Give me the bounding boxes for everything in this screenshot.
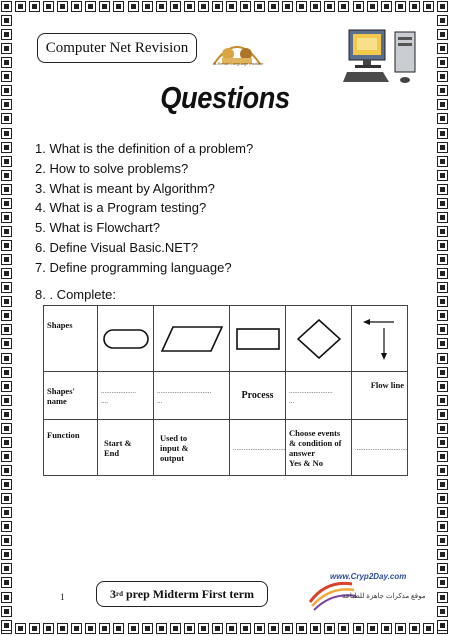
frame-square — [437, 437, 448, 448]
frame-square — [1, 563, 12, 574]
frame-square — [15, 1, 26, 12]
page-border-bottom — [0, 622, 450, 636]
frame-square — [1, 353, 12, 364]
frame-square — [423, 1, 434, 12]
frame-square — [437, 43, 448, 54]
footer-term-label — [96, 581, 268, 607]
question-item: 3. What is meant by Algorithm? — [35, 180, 215, 196]
frame-square — [437, 15, 448, 26]
frame-square — [1, 29, 12, 40]
rectangle-shape-cell — [230, 306, 286, 372]
frame-square — [437, 324, 448, 335]
frame-square — [437, 85, 448, 96]
frame-square — [142, 623, 153, 634]
page-number: 1 — [60, 592, 65, 602]
frame-square — [1, 85, 12, 96]
frame-square — [1, 184, 12, 195]
terminal-shape-icon — [103, 329, 149, 349]
frame-square — [437, 71, 448, 82]
frame-square — [437, 296, 448, 307]
frame-square — [184, 1, 195, 12]
frame-square — [395, 1, 406, 12]
question-item: 4. What is a Program testing? — [35, 200, 207, 216]
flow-line-shape-cell — [352, 306, 408, 372]
frame-square — [437, 128, 448, 139]
frame-square — [1, 381, 12, 392]
question-list — [35, 139, 395, 278]
frame-square — [57, 1, 68, 12]
frame-square — [128, 1, 139, 12]
frame-square — [240, 1, 251, 12]
complete-label: 8. . Complete: — [35, 287, 116, 302]
frame-square — [156, 1, 167, 12]
frame-square — [1, 465, 12, 476]
frame-square — [310, 1, 321, 12]
page-border-top — [0, 0, 450, 14]
frame-square — [226, 1, 237, 12]
page-border-right — [436, 0, 450, 636]
frame-square — [437, 198, 448, 209]
frame-square — [1, 198, 12, 209]
frame-square — [437, 226, 448, 237]
frame-square — [170, 623, 181, 634]
frame-square — [437, 409, 448, 420]
question-item: 5. What is Flowchart? — [35, 220, 160, 236]
frame-square — [437, 268, 448, 279]
rectangle-shape-icon — [236, 328, 280, 350]
frame-square — [142, 1, 153, 12]
frame-square — [409, 1, 420, 12]
frame-square — [1, 240, 12, 251]
frame-square — [99, 1, 110, 12]
frame-square — [437, 156, 448, 167]
frame-square — [437, 381, 448, 392]
institute-logo-text: Al-Rehan Language Institute — [212, 61, 264, 66]
site-url: www.Cryp2Day.com — [330, 572, 407, 581]
page-border-left — [0, 0, 14, 636]
frame-square — [1, 493, 12, 504]
name-cell: ......................... ... — [286, 372, 352, 420]
computer-icon — [343, 28, 423, 88]
frame-square — [1, 367, 12, 378]
frame-square — [437, 451, 448, 462]
frame-square — [212, 623, 223, 634]
frame-square — [437, 29, 448, 40]
frame-square — [381, 1, 392, 12]
frame-square — [71, 1, 82, 12]
frame-square — [1, 71, 12, 82]
frame-square — [1, 549, 12, 560]
name-cell: Flow line — [352, 372, 408, 420]
frame-square — [1, 57, 12, 68]
frame-square — [437, 57, 448, 68]
frame-square — [1, 521, 12, 532]
frame-square — [254, 1, 265, 12]
frame-square — [437, 367, 448, 378]
frame-square — [156, 623, 167, 634]
table-row — [44, 372, 408, 420]
frame-square — [423, 623, 434, 634]
frame-square — [338, 1, 349, 12]
frame-square — [437, 479, 448, 490]
frame-square — [437, 563, 448, 574]
name-cell: ............................... ... — [154, 372, 230, 420]
frame-square — [437, 549, 448, 560]
name-cell: Process — [230, 372, 286, 420]
terminal-shape-cell — [98, 306, 154, 372]
frame-square — [353, 623, 364, 634]
row-label-name: Shapes' name — [44, 372, 98, 420]
row-label-function: Function — [44, 420, 98, 476]
frame-square — [212, 1, 223, 12]
question-item: 1. What is the definition of a problem? — [35, 141, 254, 156]
frame-square — [113, 1, 124, 12]
frame-square — [43, 1, 54, 12]
diamond-shape-cell — [286, 306, 352, 372]
frame-square — [85, 623, 96, 634]
frame-square — [296, 1, 307, 12]
frame-square — [1, 43, 12, 54]
shapes-table — [43, 305, 408, 476]
frame-square — [1, 395, 12, 406]
function-cell: Start & End — [98, 420, 154, 476]
question-item: 6. Define Visual Basic.NET? — [35, 239, 199, 255]
frame-square — [1, 170, 12, 181]
frame-square — [381, 623, 392, 634]
frame-square — [1, 128, 12, 139]
frame-square — [1, 142, 12, 153]
parallelogram-shape-icon — [161, 326, 223, 352]
frame-square — [437, 423, 448, 434]
frame-square — [1, 577, 12, 588]
frame-square — [437, 212, 448, 223]
frame-square — [15, 623, 26, 634]
frame-square — [437, 592, 448, 603]
frame-square — [338, 623, 349, 634]
frame-square — [437, 620, 448, 631]
institute-logo-icon — [208, 34, 266, 72]
frame-square — [1, 592, 12, 603]
function-cell: .............................. — [230, 420, 286, 476]
frame-square — [170, 1, 181, 12]
frame-square — [198, 1, 209, 12]
frame-square — [1, 409, 12, 420]
frame-square — [1, 1, 12, 12]
frame-square — [1, 423, 12, 434]
frame-square — [395, 623, 406, 634]
frame-square — [324, 1, 335, 12]
frame-square — [437, 395, 448, 406]
section-heading: Questions — [160, 80, 290, 115]
frame-square — [1, 15, 12, 26]
frame-square — [1, 296, 12, 307]
frame-square — [254, 623, 265, 634]
table-row — [44, 306, 408, 372]
footer-term-suffix: rd — [115, 590, 123, 598]
footer-term-ordinal: 3 — [109, 586, 116, 601]
frame-square — [437, 606, 448, 617]
frame-square — [282, 623, 293, 634]
site-arabic-text: موقع مذكرات جاهزة للطباعة — [342, 593, 426, 600]
frame-square — [29, 623, 40, 634]
frame-square — [437, 577, 448, 588]
frame-square — [226, 623, 237, 634]
frame-square — [1, 282, 12, 293]
frame-square — [437, 493, 448, 504]
frame-square — [437, 142, 448, 153]
frame-square — [1, 338, 12, 349]
frame-square — [437, 353, 448, 364]
frame-square — [1, 324, 12, 335]
frame-square — [437, 535, 448, 546]
frame-square — [29, 1, 40, 12]
page-title: Computer Net Revision — [37, 33, 197, 63]
flow-line-arrows-icon — [360, 316, 400, 362]
function-cell: Choose events & condition of answer Yes & No — [286, 420, 352, 476]
frame-square — [1, 99, 12, 110]
function-cell: Used to input & output — [154, 420, 230, 476]
frame-square — [296, 623, 307, 634]
frame-square — [437, 507, 448, 518]
frame-square — [353, 1, 364, 12]
row-label-shapes: Shapes — [44, 306, 98, 372]
frame-square — [113, 623, 124, 634]
name-cell: .................... .... — [98, 372, 154, 420]
frame-square — [1, 310, 12, 321]
question-item: 2. How to solve problems? — [35, 160, 189, 176]
frame-square — [437, 521, 448, 532]
frame-square — [367, 623, 378, 634]
frame-square — [99, 623, 110, 634]
frame-square — [437, 310, 448, 321]
frame-square — [310, 623, 321, 634]
frame-square — [1, 226, 12, 237]
frame-square — [409, 623, 420, 634]
frame-square — [128, 623, 139, 634]
frame-square — [437, 254, 448, 265]
frame-square — [1, 606, 12, 617]
frame-square — [43, 623, 54, 634]
frame-square — [268, 1, 279, 12]
frame-square — [437, 99, 448, 110]
frame-square — [1, 535, 12, 546]
footer-term-text: prep Midterm First term — [122, 586, 255, 601]
frame-square — [437, 338, 448, 349]
frame-square — [437, 240, 448, 251]
question-item: 7. Define programming language? — [35, 259, 232, 275]
frame-square — [71, 623, 82, 634]
frame-square — [1, 451, 12, 462]
frame-square — [57, 623, 68, 634]
frame-square — [437, 170, 448, 181]
frame-square — [437, 282, 448, 293]
frame-square — [198, 623, 209, 634]
frame-square — [437, 465, 448, 476]
table-row — [44, 420, 408, 476]
frame-square — [1, 113, 12, 124]
frame-square — [184, 623, 195, 634]
frame-square — [437, 184, 448, 195]
frame-square — [437, 113, 448, 124]
diamond-shape-icon — [297, 319, 341, 359]
frame-square — [268, 623, 279, 634]
frame-square — [282, 1, 293, 12]
parallelogram-shape-cell — [154, 306, 230, 372]
frame-square — [1, 507, 12, 518]
frame-square — [1, 212, 12, 223]
frame-square — [437, 1, 448, 12]
frame-square — [240, 623, 251, 634]
frame-square — [324, 623, 335, 634]
frame-square — [1, 156, 12, 167]
frame-square — [367, 1, 378, 12]
function-cell: .............................. — [352, 420, 408, 476]
frame-square — [85, 1, 96, 12]
frame-square — [1, 254, 12, 265]
frame-square — [1, 479, 12, 490]
frame-square — [1, 437, 12, 448]
frame-square — [1, 620, 12, 631]
frame-square — [1, 268, 12, 279]
